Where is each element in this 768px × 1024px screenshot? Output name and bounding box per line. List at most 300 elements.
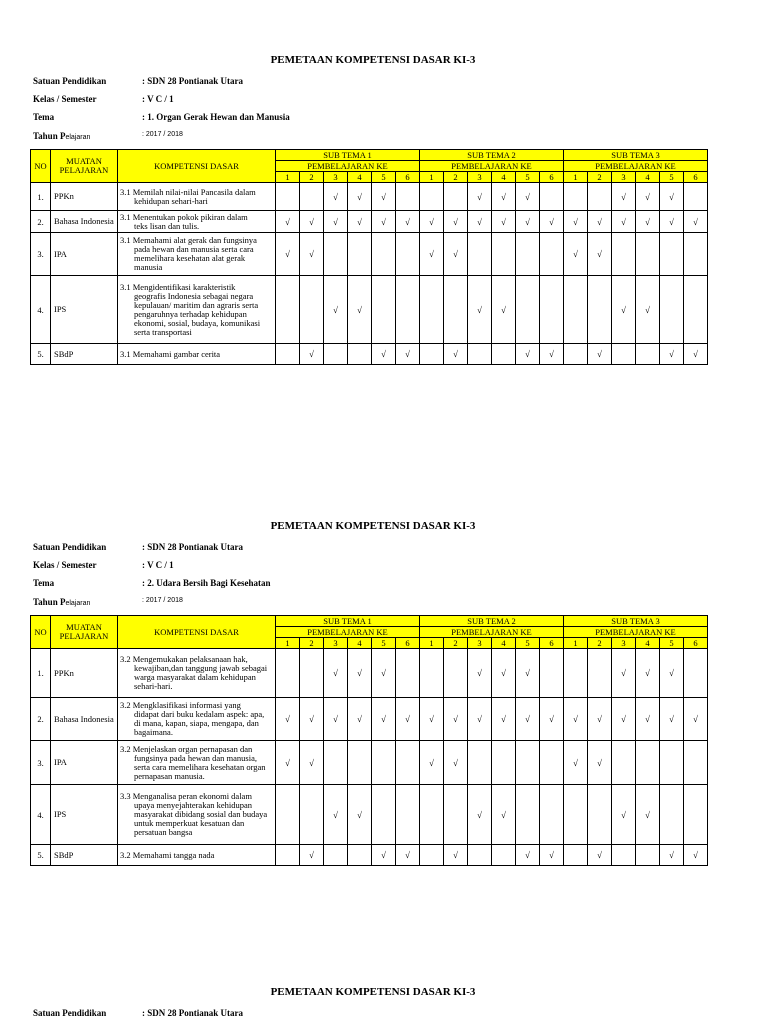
check-mark-icon: √ (525, 668, 530, 678)
lesson-check-cell (588, 785, 612, 845)
check-mark-icon: √ (645, 191, 650, 202)
check-mark-icon: √ (309, 249, 314, 259)
lesson-check-cell (612, 741, 636, 785)
lesson-check-cell (588, 344, 612, 365)
header-lesson-number: 2 (588, 638, 612, 649)
lesson-check-cell (444, 276, 468, 344)
lesson-check-cell (612, 344, 636, 365)
header-lesson-number: 3 (468, 172, 492, 183)
check-mark-icon: √ (645, 304, 650, 315)
subject-name: IPA (51, 233, 118, 276)
check-mark-icon: √ (285, 216, 290, 227)
competency-text (118, 649, 276, 698)
section-title: PEMETAAN KOMPETENSI DASAR KI-3 (270, 54, 476, 66)
check-mark-icon: √ (405, 714, 410, 724)
row-number: 3. (31, 741, 51, 785)
lesson-check-cell (324, 649, 348, 698)
lesson-check-cell (660, 785, 684, 845)
check-mark-icon: √ (645, 714, 650, 724)
lesson-check-cell (684, 276, 708, 344)
lesson-check-cell (324, 845, 348, 866)
subject-name: SBdP (51, 845, 118, 866)
check-mark-icon: √ (597, 249, 602, 259)
lesson-check-cell (372, 183, 396, 211)
competency-first-line: Menganalisa peran ekonomi dalam (132, 791, 252, 801)
lesson-check-cell (276, 211, 300, 233)
lesson-check-cell (420, 785, 444, 845)
lesson-check-cell (516, 785, 540, 845)
check-mark-icon: √ (549, 714, 554, 724)
header-lesson-number: 6 (540, 638, 564, 649)
meta-value: : SDN 28 Pontianak Utara (142, 542, 244, 552)
table-row (31, 649, 708, 698)
lesson-check-cell (396, 698, 420, 741)
lesson-check-cell (420, 698, 444, 741)
header-lesson-number: 6 (396, 172, 420, 183)
check-mark-icon: √ (645, 668, 650, 678)
check-mark-icon: √ (621, 668, 626, 678)
check-mark-icon: √ (621, 809, 626, 820)
lesson-check-cell (660, 211, 684, 233)
lesson-check-cell (372, 785, 396, 845)
header-lesson-number: 4 (348, 638, 372, 649)
lesson-check-cell (660, 845, 684, 866)
check-mark-icon: √ (669, 191, 674, 202)
lesson-check-cell (324, 233, 348, 276)
lesson-check-cell (372, 698, 396, 741)
meta-label-part: P (59, 597, 66, 607)
check-mark-icon: √ (285, 714, 290, 724)
check-mark-icon: √ (669, 349, 674, 359)
lesson-check-cell (396, 344, 420, 365)
header-sub-tema: SUB TEMA 3 (564, 616, 708, 627)
lesson-check-cell (420, 276, 444, 344)
lesson-check-cell (636, 845, 660, 866)
meta-value: : SDN 28 Pontianak Utara (142, 76, 244, 86)
lesson-check-cell (516, 183, 540, 211)
lesson-check-cell (588, 183, 612, 211)
check-mark-icon: √ (501, 216, 506, 227)
check-mark-icon: √ (309, 757, 314, 768)
lesson-check-cell (564, 698, 588, 741)
lesson-check-cell (564, 276, 588, 344)
lesson-check-cell (348, 211, 372, 233)
lesson-check-cell (660, 344, 684, 365)
meta-value: : V C / 1 (142, 94, 174, 104)
competency-first-line: Memahami gambar cerita (132, 348, 221, 359)
competency-continuation: upaya menyejahterakan kehidupan masyarakat dibidang sosial dan budaya untuk memperkuat kesatuan dan persatuan bangsa (134, 800, 268, 837)
meta-label-part: P (59, 131, 66, 141)
check-mark-icon: √ (453, 714, 458, 724)
lesson-check-cell (636, 741, 660, 785)
lesson-check-cell (588, 276, 612, 344)
check-mark-icon: √ (333, 714, 338, 724)
lesson-check-cell (444, 211, 468, 233)
header-lesson-number: 5 (516, 172, 540, 183)
check-mark-icon: √ (333, 304, 338, 315)
lesson-check-cell (348, 845, 372, 866)
table-row (31, 344, 708, 365)
check-mark-icon: √ (501, 191, 506, 202)
row-number: 2. (31, 698, 51, 741)
lesson-check-cell (540, 233, 564, 276)
subject-name: PPKn (51, 183, 118, 211)
check-mark-icon: √ (357, 809, 362, 820)
row-number: 1. (31, 649, 51, 698)
check-mark-icon: √ (501, 668, 506, 678)
table-row (31, 233, 708, 276)
lesson-check-cell (516, 233, 540, 276)
check-mark-icon: √ (405, 850, 410, 860)
competency-number: 3.1 (120, 281, 131, 292)
check-mark-icon: √ (597, 216, 602, 227)
lesson-check-cell (420, 233, 444, 276)
subject-name: IPA (51, 741, 118, 785)
header-no: NO (31, 150, 51, 183)
header-lesson-number: 3 (612, 172, 636, 183)
lesson-check-cell (276, 649, 300, 698)
lesson-check-cell (420, 344, 444, 365)
meta-value: : 2017 / 2018 (142, 131, 183, 138)
lesson-check-cell (300, 211, 324, 233)
header-pembelajaran-ke: PEMBELAJARAN KE (564, 161, 708, 172)
check-mark-icon: √ (525, 714, 530, 724)
lesson-check-cell (612, 211, 636, 233)
lesson-check-cell (468, 698, 492, 741)
lesson-check-cell (420, 845, 444, 866)
header-lesson-number: 1 (564, 172, 588, 183)
lesson-check-cell (276, 183, 300, 211)
row-number: 3. (31, 233, 51, 276)
header-lesson-number: 1 (276, 638, 300, 649)
lesson-check-cell (564, 741, 588, 785)
table-row (31, 276, 708, 344)
lesson-check-cell (492, 183, 516, 211)
check-mark-icon: √ (549, 850, 554, 860)
kd-table (30, 615, 708, 866)
lesson-check-cell (516, 741, 540, 785)
competency-text (118, 698, 276, 741)
lesson-check-cell (348, 698, 372, 741)
check-mark-icon: √ (573, 714, 578, 724)
check-mark-icon: √ (597, 349, 602, 359)
lesson-check-cell (660, 233, 684, 276)
check-mark-icon: √ (429, 714, 434, 724)
check-mark-icon: √ (357, 668, 362, 678)
lesson-check-cell (540, 845, 564, 866)
meta-label: Kelas / Semester (33, 560, 97, 570)
header-lesson-number: 5 (372, 172, 396, 183)
check-mark-icon: √ (693, 714, 698, 724)
competency-text (118, 785, 276, 845)
lesson-check-cell (492, 344, 516, 365)
meta-value: : V C / 1 (142, 560, 174, 570)
meta-label (33, 131, 90, 141)
table-row (31, 698, 708, 741)
competency-continuation: didapat dari buku kedalam aspek: apa, di mana, kapan, siapa, mengapa, dan bagaimana. (134, 709, 265, 737)
header-lesson-number: 4 (348, 172, 372, 183)
check-mark-icon: √ (333, 191, 338, 202)
competency-text (118, 233, 276, 276)
check-mark-icon: √ (477, 668, 482, 678)
lesson-check-cell (300, 785, 324, 845)
lesson-check-cell (588, 649, 612, 698)
header-lesson-number: 3 (324, 638, 348, 649)
meta-value: : SDN 28 Pontianak Utara (142, 1008, 244, 1018)
check-mark-icon: √ (381, 850, 386, 860)
row-number: 4. (31, 276, 51, 344)
competency-text (118, 741, 276, 785)
check-mark-icon: √ (309, 349, 314, 359)
check-mark-icon: √ (453, 349, 458, 359)
lesson-check-cell (636, 698, 660, 741)
header-lesson-number: 4 (492, 638, 516, 649)
lesson-check-cell (276, 845, 300, 866)
subject-name: IPS (51, 276, 118, 344)
competency-number: 3.1 (120, 348, 131, 359)
header-pembelajaran-ke: PEMBELAJARAN KE (420, 161, 564, 172)
check-mark-icon: √ (357, 714, 362, 724)
competency-number: 3.1 (120, 186, 131, 197)
lesson-check-cell (348, 276, 372, 344)
header-lesson-number: 3 (324, 172, 348, 183)
competency-number: 3.3 (120, 791, 131, 801)
lesson-check-cell (276, 741, 300, 785)
lesson-check-cell (492, 698, 516, 741)
competency-first-line: Menentukan pokok pikiran dalam (132, 211, 248, 222)
lesson-check-cell (300, 649, 324, 698)
check-mark-icon: √ (693, 850, 698, 860)
lesson-check-cell (420, 183, 444, 211)
check-mark-icon: √ (693, 349, 698, 359)
lesson-check-cell (468, 649, 492, 698)
header-row (31, 150, 708, 161)
check-mark-icon: √ (381, 668, 386, 678)
lesson-check-cell (396, 211, 420, 233)
header-sub-tema: SUB TEMA 2 (420, 616, 564, 627)
header-lesson-number: 1 (420, 638, 444, 649)
header-lesson-number: 6 (684, 172, 708, 183)
lesson-check-cell (516, 698, 540, 741)
check-mark-icon: √ (597, 850, 602, 860)
lesson-check-cell (636, 344, 660, 365)
check-mark-icon: √ (429, 757, 434, 768)
check-mark-icon: √ (549, 216, 554, 227)
meta-label: Satuan Pendidikan (33, 542, 107, 552)
lesson-check-cell (396, 649, 420, 698)
competency-first-line: Mengklasifikasi informasi yang (132, 700, 241, 710)
lesson-check-cell (468, 211, 492, 233)
lesson-check-cell (468, 741, 492, 785)
row-number: 4. (31, 785, 51, 845)
check-mark-icon: √ (621, 191, 626, 202)
check-mark-icon: √ (477, 191, 482, 202)
lesson-check-cell (684, 845, 708, 866)
lesson-check-cell (420, 211, 444, 233)
competency-first-line: Mengidentifikasi karakteristik (132, 281, 236, 292)
header-sub-tema: SUB TEMA 3 (564, 150, 708, 161)
check-mark-icon: √ (645, 809, 650, 820)
lesson-check-cell (372, 276, 396, 344)
lesson-check-cell (444, 649, 468, 698)
check-mark-icon: √ (549, 349, 554, 359)
lesson-check-cell (492, 233, 516, 276)
check-mark-icon: √ (525, 850, 530, 860)
check-mark-icon: √ (453, 757, 458, 768)
check-mark-icon: √ (501, 809, 506, 820)
table-row (31, 211, 708, 233)
lesson-check-cell (516, 344, 540, 365)
lesson-check-cell (540, 183, 564, 211)
check-mark-icon: √ (453, 850, 458, 860)
lesson-check-cell (612, 649, 636, 698)
competency-continuation: kehidupan sehari-hari (134, 195, 208, 206)
meta-label: Kelas / Semester (33, 94, 97, 104)
lesson-check-cell (588, 233, 612, 276)
lesson-check-cell (684, 211, 708, 233)
check-mark-icon: √ (645, 216, 650, 227)
header-muatan: MUATAN PELAJARAN (51, 150, 118, 183)
lesson-check-cell (372, 845, 396, 866)
header-pembelajaran-ke: PEMBELAJARAN KE (276, 161, 420, 172)
competency-text (118, 276, 276, 344)
check-mark-icon: √ (669, 216, 674, 227)
lesson-check-cell (300, 233, 324, 276)
competency-number: 3.2 (120, 700, 131, 710)
meta-value: : 2. Udara Bersih Bagi Kesehatan (142, 578, 271, 588)
table-row (31, 785, 708, 845)
lesson-check-cell (444, 741, 468, 785)
table-row (31, 741, 708, 785)
lesson-check-cell (396, 741, 420, 785)
lesson-check-cell (324, 785, 348, 845)
lesson-check-cell (444, 845, 468, 866)
lesson-check-cell (564, 845, 588, 866)
header-lesson-number: 4 (636, 638, 660, 649)
check-mark-icon: √ (669, 714, 674, 724)
competency-first-line: Memahami tangga nada (132, 849, 215, 860)
check-mark-icon: √ (285, 249, 290, 259)
lesson-check-cell (540, 649, 564, 698)
header-lesson-number: 2 (300, 638, 324, 649)
lesson-check-cell (684, 344, 708, 365)
lesson-check-cell (684, 698, 708, 741)
check-mark-icon: √ (453, 216, 458, 227)
lesson-check-cell (276, 344, 300, 365)
competency-first-line: Memahami alat gerak dan fungsinya (132, 235, 257, 245)
competency-number: 3.1 (120, 211, 131, 222)
check-mark-icon: √ (501, 714, 506, 724)
table-row (31, 845, 708, 866)
lesson-check-cell (492, 211, 516, 233)
lesson-check-cell (348, 183, 372, 211)
lesson-check-cell (420, 649, 444, 698)
header-pembelajaran-ke: PEMBELAJARAN KE (276, 627, 420, 638)
lesson-check-cell (372, 741, 396, 785)
row-number: 5. (31, 845, 51, 866)
check-mark-icon: √ (333, 216, 338, 227)
meta-label: Satuan Pendidikan (33, 76, 107, 86)
lesson-check-cell (324, 276, 348, 344)
header-lesson-number: 2 (444, 638, 468, 649)
lesson-check-cell (588, 698, 612, 741)
header-lesson-number: 6 (684, 638, 708, 649)
check-mark-icon: √ (309, 714, 314, 724)
lesson-check-cell (396, 785, 420, 845)
header-lesson-number: 1 (564, 638, 588, 649)
lesson-check-cell (300, 741, 324, 785)
header-lesson-number: 2 (300, 172, 324, 183)
meta-label: Satuan Pendidikan (33, 1008, 107, 1018)
header-sub-tema: SUB TEMA 1 (276, 616, 420, 627)
lesson-check-cell (372, 344, 396, 365)
check-mark-icon: √ (621, 304, 626, 315)
meta-label (33, 597, 90, 607)
lesson-check-cell (468, 183, 492, 211)
check-mark-icon: √ (693, 216, 698, 227)
competency-number: 3.2 (120, 849, 131, 860)
lesson-check-cell (300, 276, 324, 344)
check-mark-icon: √ (357, 304, 362, 315)
lesson-check-cell (420, 741, 444, 785)
header-lesson-number: 5 (516, 638, 540, 649)
competency-first-line: Memilah nilai-nilai Pancasila dalam (132, 186, 256, 197)
competency-text (118, 211, 276, 233)
header-lesson-number: 1 (420, 172, 444, 183)
header-no: NO (31, 616, 51, 649)
lesson-check-cell (684, 233, 708, 276)
check-mark-icon: √ (669, 668, 674, 678)
competency-number: 3.2 (120, 654, 131, 664)
lesson-check-cell (372, 649, 396, 698)
lesson-check-cell (588, 211, 612, 233)
lesson-check-cell (612, 233, 636, 276)
lesson-check-cell (300, 344, 324, 365)
lesson-check-cell (348, 785, 372, 845)
lesson-check-cell (660, 741, 684, 785)
competency-number: 3.1 (120, 235, 131, 245)
competency-continuation: fungsinya pada hewan dan manusia, serta cara memelihara kesehatan organ pernapasan manusia. (134, 752, 266, 781)
header-lesson-number: 2 (444, 172, 468, 183)
lesson-check-cell (324, 698, 348, 741)
lesson-check-cell (396, 845, 420, 866)
subject-name: IPS (51, 785, 118, 845)
check-mark-icon: √ (477, 304, 482, 315)
check-mark-icon: √ (381, 191, 386, 202)
meta-label-part: elajaran (65, 134, 91, 141)
lesson-check-cell (372, 233, 396, 276)
competency-first-line: Mengemukakan pelaksanaan hak, (132, 654, 248, 664)
check-mark-icon: √ (357, 191, 362, 202)
check-mark-icon: √ (357, 216, 362, 227)
check-mark-icon: √ (381, 349, 386, 359)
header-sub-tema: SUB TEMA 2 (420, 150, 564, 161)
lesson-check-cell (444, 698, 468, 741)
lesson-check-cell (660, 698, 684, 741)
lesson-check-cell (612, 698, 636, 741)
subject-name: Bahasa Indonesia (51, 211, 118, 233)
lesson-check-cell (324, 183, 348, 211)
lesson-check-cell (396, 183, 420, 211)
lesson-check-cell (516, 211, 540, 233)
check-mark-icon: √ (573, 216, 578, 227)
lesson-check-cell (276, 698, 300, 741)
meta-label-part: Tahun (33, 597, 60, 607)
check-mark-icon: √ (309, 216, 314, 227)
check-mark-icon: √ (333, 668, 338, 678)
lesson-check-cell (540, 698, 564, 741)
check-mark-icon: √ (405, 349, 410, 359)
